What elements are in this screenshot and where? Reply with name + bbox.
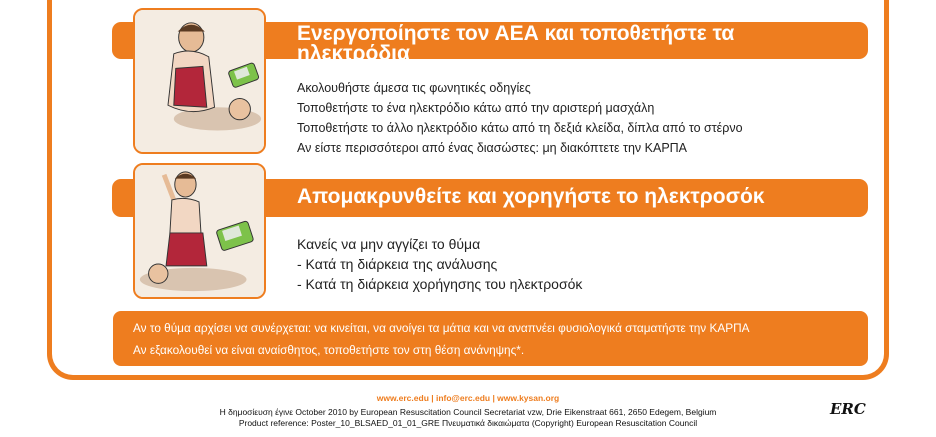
step1-line: Τοποθετήστε το άλλο ηλεκτρόδιο κάτω από τη δεξιά κλείδα, δίπλα από το στέρνο — [297, 121, 743, 135]
recovery-note — [113, 311, 868, 366]
recovery-note-line2: Αν εξακολουθεί να είναι αναίσθητος, τοποθετήστε τον στη θέση ανάνηψης*. — [133, 343, 525, 357]
step2-instructions — [297, 236, 582, 296]
step1-illustration — [133, 8, 266, 154]
step2-illustration — [133, 163, 266, 299]
step1-line: Ακολουθήστε άμεσα τις φωνητικές οδηγίες — [297, 81, 531, 95]
erc-logo — [830, 400, 866, 418]
footer-links-text[interactable]: www.erc.edu | info@erc.edu | www.kysan.org — [376, 393, 560, 403]
erc-logo-text: ERC — [830, 400, 866, 418]
step1-line: Τοποθετήστε το ένα ηλεκτρόδιο κάτω από την αριστερή μασχάλη — [297, 101, 655, 115]
recovery-note-line1: Αν το θύμα αρχίσει να συνέρχεται: να κινείται, να ανοίγει τα μάτια και να αναπνέει φυσιολογικά σταματήστε την ΚΑΡΠΑ — [133, 321, 750, 335]
footer-publication: Η δημοσίευση έγινε October 2010 by European Resuscitation Council Secretariat vzw, Drie Eikenstraat 661, 2650 Edegem, Belgium — [219, 407, 717, 417]
step2-line: Κανείς να μην αγγίζει το θύμα — [297, 236, 481, 252]
footer-reference: Product reference: Poster_10_BLSAED_01_01_GRE Πνευματικά δικαιώματα (Copyright) European Resuscitation Council — [238, 418, 698, 428]
step1-line: Αν είστε περισσότεροι από ένας διασώστες: μη διακόπτετε την ΚΑΡΠΑ — [297, 141, 688, 155]
step2-line: - Κατά τη διάρκεια χορήγησης του ηλεκτροσόκ — [297, 276, 583, 292]
step1-title: Ενεργοποίηστε τον ΑΕΑ και τοποθετήστε τα ηλεκτρόδια — [297, 22, 735, 65]
step1-instructions — [297, 81, 743, 161]
footer-links — [0, 393, 936, 403]
step2-title: Απομακρυνθείτε και χορηγήστε το ηλεκτροσόκ — [297, 185, 765, 208]
step2-line: - Κατά τη διάρκεια της ανάλυσης — [297, 256, 498, 272]
